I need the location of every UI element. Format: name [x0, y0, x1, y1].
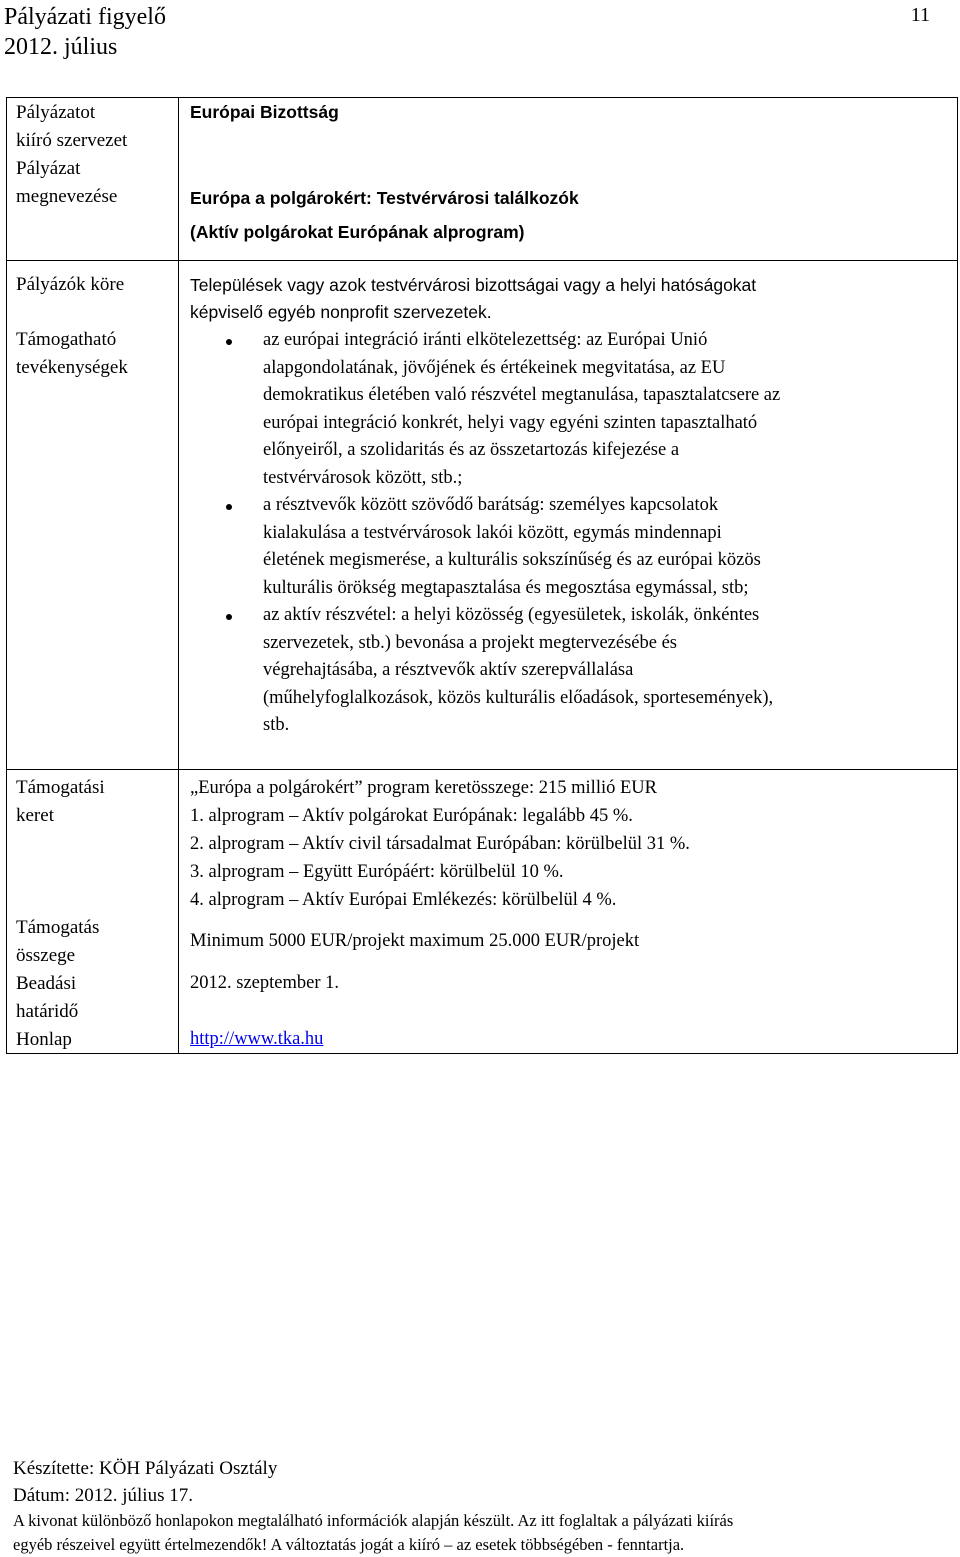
footer-note-line-1: A kivonat különböző honlapokon megtalálható információk alapján készült. Az itt foglaltak a pályázati kiírás: [13, 1511, 734, 1530]
footer-date: Dátum: 2012. július 17.: [13, 1485, 193, 1506]
program-name-value: Európa a polgárokért: Testvérvárosi találkozók (Aktív polgárokat Európának alprogram): [190, 188, 579, 242]
bullet-icon: [226, 339, 232, 345]
amount-value: Minimum 5000 EUR/projekt maximum 25.000 EUR/projekt: [190, 931, 640, 951]
bullet-icon: [226, 504, 232, 510]
grant-info-table: [6, 97, 958, 1054]
page-number: 11: [910, 4, 930, 26]
issuer-value: Európai Bizottság: [190, 102, 339, 122]
title-line-2: 2012. július: [4, 34, 118, 60]
deadline-label: Beadási határidő: [16, 973, 79, 1022]
row-divider: [7, 260, 957, 261]
footer-author: Készítette: KÖH Pályázati Osztály: [13, 1458, 278, 1479]
issuer-label: Pályázatot kiíró szervezet: [16, 102, 128, 151]
list-item: az aktív részvétel: a helyi közösség (egyesületek, iskolák, önkéntes szervezetek, stb.) bevonása a projekt megtervezésébe és végrehajtásába, a résztvevők aktív szerepvállalása (műhelyfoglalkozások, közös kulturális előadások, sportesemények), stb.: [190, 602, 955, 740]
row-divider: [7, 769, 957, 770]
page-footer: [13, 1455, 733, 1557]
website-label: Honlap: [16, 1029, 72, 1050]
program-name-label: Pályázat megnevezése: [16, 158, 118, 207]
deadline-value: 2012. szeptember 1.: [190, 973, 339, 993]
document-title: [4, 2, 166, 62]
list-item: az európai integráció iránti elkötelezettség: az Európai Unió alapgondolatának, jövőjének és értékeinek megvitatása, az EU demokratikus életében való részvétel megtanulása, tapasztalatcsere az európai integráció konkrét, helyi vagy egyéni szinten tapasztalható előnyeiről, a szolidaritás és az összetartozás kifejezése a testvérvárosok között, stb.;: [190, 327, 955, 492]
list-item: a résztvevők között szövődő barátság: személyes kapcsolatok kialakulása a testvérvárosok lakói között, egymás mindennapi életének megismerése, a kulturális sokszínűség és az európai közös kulturális örökség megtapasztalása és megosztása egymással, stb;: [190, 492, 955, 602]
budget-value: „Európa a polgárokért” program keretösszege: 215 millió EUR 1. alprogram – Aktív polgárokat Európának: legalább 45 %. 2. alprogram – Aktív civil társadalmat Európában: körülbelül 31 %. 3. alprogram – Együtt Európáért: körülbelül 10 %. 4. alprogram – Aktív Európai Emlékezés: körülbelül 4 %.: [190, 778, 690, 910]
website-link[interactable]: http://www.tka.hu: [190, 1029, 324, 1049]
applicants-label: Pályázók köre: [16, 274, 125, 295]
column-divider: [178, 98, 179, 1053]
activities-list: [190, 327, 955, 740]
website-value: [190, 1026, 955, 1054]
footer-note-line-2: egyéb részeivel együtt értelmezendők! A változtatás jogát a kiíró – az esetek többségében - fenntartja.: [13, 1535, 685, 1554]
activities-label: Támogatható tevékenységek: [16, 329, 128, 378]
title-line-1: Pályázati figyelő: [4, 4, 166, 30]
budget-label: Támogatási keret: [16, 777, 105, 826]
bullet-icon: [226, 614, 232, 620]
applicants-value: Települések vagy azok testvérvárosi bizottságai vagy a helyi hatóságokat képviselő egyéb nonprofit szervezetek.: [190, 275, 757, 322]
amount-label: Támogatás összege: [16, 917, 100, 966]
